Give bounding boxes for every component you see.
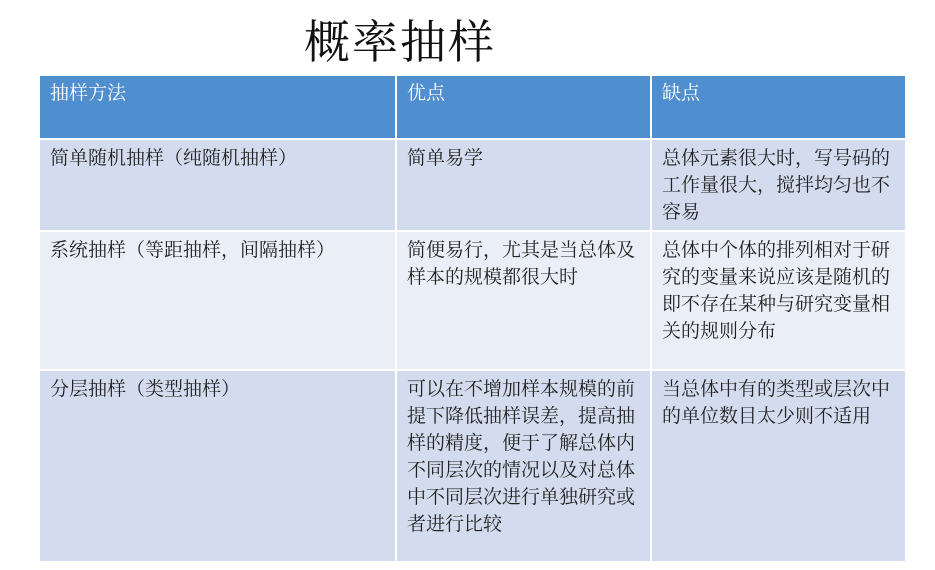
table-row	[40, 370, 905, 562]
cell-method: 分层抽样（类型抽样）	[40, 370, 396, 562]
table-header-row	[40, 76, 905, 139]
header-cons: 缺点	[651, 76, 905, 139]
sampling-methods-table	[40, 76, 905, 563]
cell-cons: 总体中个体的排列相对于研究的变量来说应该是随机的即不存在某种与研究变量相关的规则分布	[651, 231, 905, 370]
cell-cons: 总体元素很大时，写号码的工作量很大，搅拌均匀也不容易	[651, 139, 905, 231]
cell-cons: 当总体中有的类型或层次中的单位数目太少则不适用	[651, 370, 905, 562]
table-row	[40, 231, 905, 370]
header-pros: 优点	[396, 76, 651, 139]
cell-pros: 可以在不增加样本规模的前提下降低抽样误差，提高抽样的精度，便于了解总体内不同层次的情况以及对总体中不同层次进行单独研究或者进行比较	[396, 370, 651, 562]
slide-title: 概率抽样	[304, 15, 496, 69]
cell-method: 系统抽样（等距抽样，间隔抽样）	[40, 231, 396, 370]
table-row	[40, 139, 905, 231]
cell-pros: 简便易行，尤其是当总体及样本的规模都很大时	[396, 231, 651, 370]
cell-method: 简单随机抽样（纯随机抽样）	[40, 139, 396, 231]
cell-pros: 简单易学	[396, 139, 651, 231]
header-method: 抽样方法	[40, 76, 396, 139]
